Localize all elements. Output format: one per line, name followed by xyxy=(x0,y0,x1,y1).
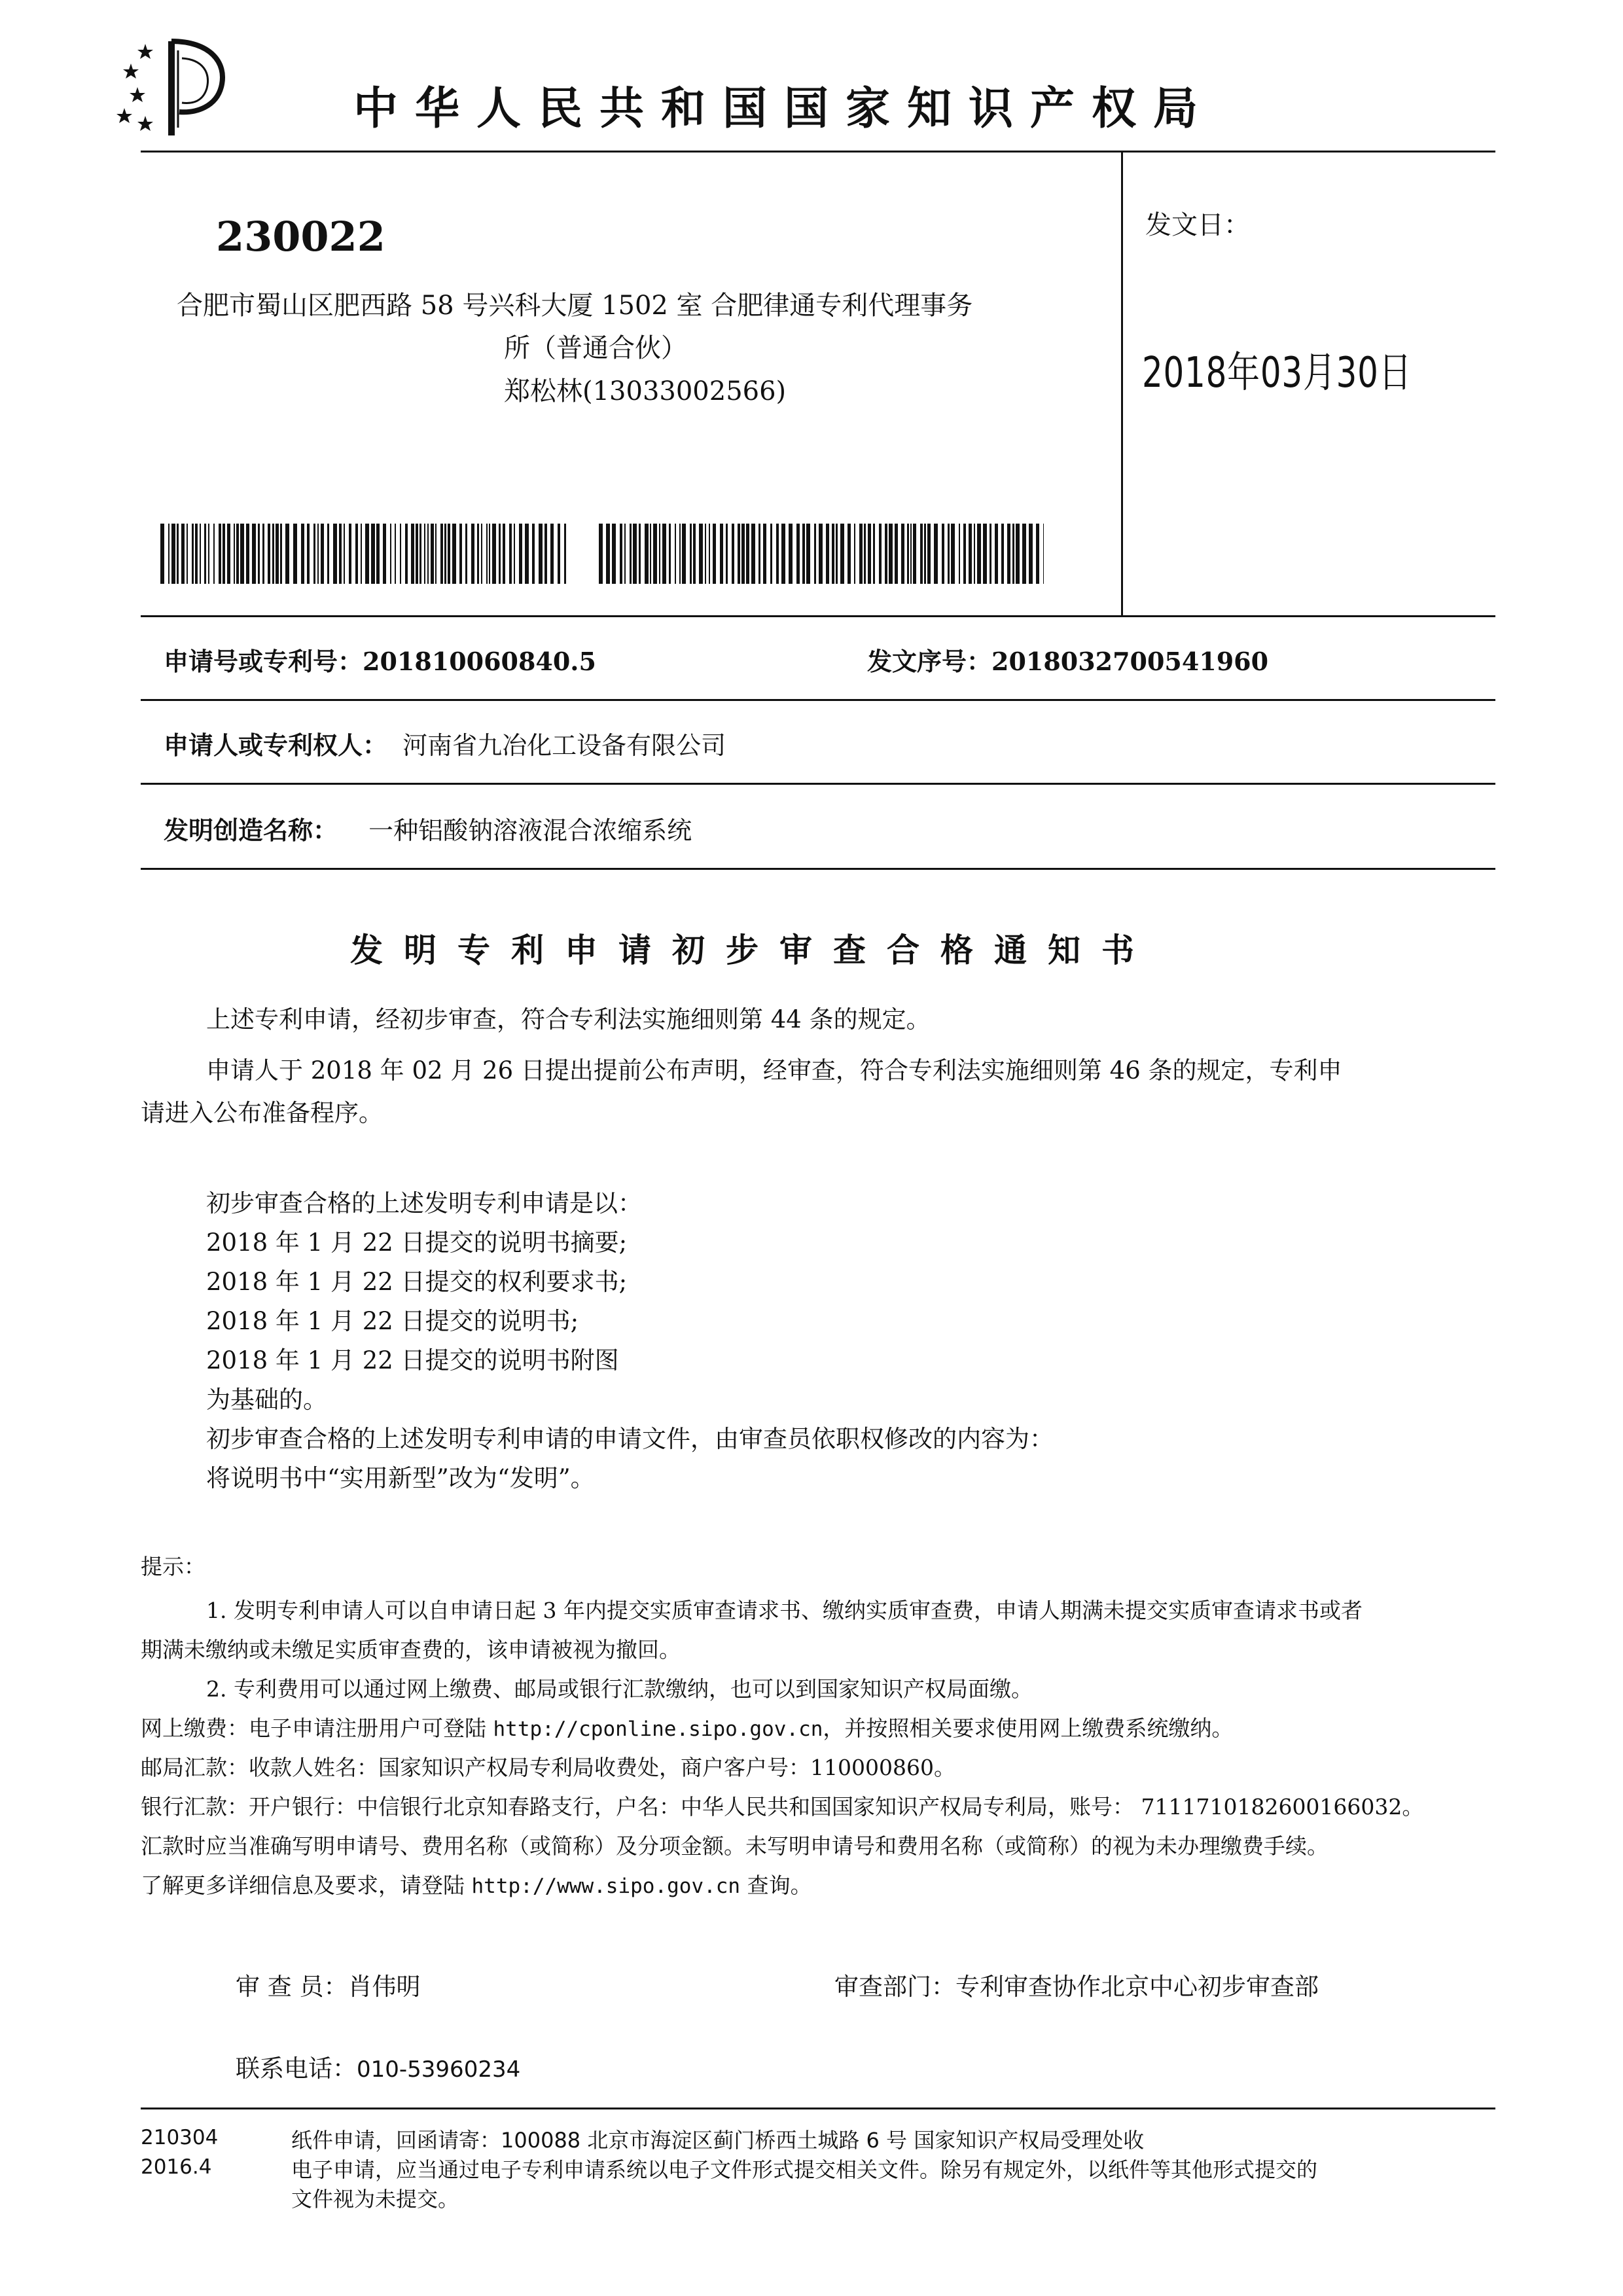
online-payment-url[interactable]: http://cponline.sipo.gov.cn xyxy=(493,1717,823,1741)
notice-paragraph-1: 上述专利申请，经初步审查，符合专利法实施细则第 44 条的规定。 xyxy=(206,1005,931,1033)
paper-submission-note: 纸件申请，回函请寄：100088 北京市海淀区蓟门桥西土城路 6 号 国家知识产权局受理处收 xyxy=(291,2128,1145,2153)
basis-intro: 初步审查合格的上述发明专利申请是以： xyxy=(206,1189,642,1217)
more-info-line xyxy=(141,1869,812,1899)
applicant-value: 河南省九冶化工设备有限公司 xyxy=(402,731,726,760)
invention-title-value: 一种铝酸钠溶液混合浓缩系统 xyxy=(368,816,692,845)
notice-paragraph-2-line1: 申请人于 2018 年 02 月 26 日提出提前公布声明，经审查，符合专利法实施细则第 46 条的规定，专利申 xyxy=(206,1056,1342,1085)
address-divider xyxy=(141,615,1495,617)
footer-divider xyxy=(141,2108,1495,2109)
issue-date-label: 发文日： xyxy=(1145,210,1250,240)
online-payment-text: 网上缴费：电子申请注册用户可登陆 xyxy=(141,1715,493,1741)
tip-1-line1: 1. 发明专利申请人可以自申请日起 3 年内提交实质审查请求书、缴纳实质审查费，申请人期满未提交实质审查请求书或者 xyxy=(206,1598,1363,1623)
basis-item: 2018 年 1 月 22 日提交的说明书摘要; xyxy=(206,1229,628,1257)
recipient-address-line1: 合肥市蜀山区肥西路 58 号兴科大厦 1502 室 合肥律通专利代理事务 xyxy=(177,291,973,321)
phone-label: 联系电话： xyxy=(236,2054,357,2083)
agency-title: 中华人民共和国国家知识产权局 xyxy=(353,83,1215,135)
online-payment-text-end: ，并按照相关要求使用网上缴费系统缴纳。 xyxy=(823,1715,1234,1741)
application-number-row xyxy=(164,641,596,677)
phone-value: 010-53960234 xyxy=(357,2056,521,2083)
star-p-emblem-icon xyxy=(111,36,242,141)
amend-content: 将说明书中“实用新型”改为“发明”。 xyxy=(206,1464,595,1492)
applicant-row xyxy=(164,725,726,761)
amend-intro: 初步审查合格的上述发明专利申请的申请文件，由审查员依职权修改的内容为： xyxy=(206,1425,1054,1453)
serial-number-value: 2018032700541960 xyxy=(991,647,1269,676)
fields-divider-1 xyxy=(141,699,1495,701)
form-code: 210304 xyxy=(141,2126,219,2149)
form-version: 2016.4 xyxy=(141,2155,212,2179)
more-info-text-end: 查询。 xyxy=(740,1873,812,1898)
tip-1-line2: 期满未缴纳或未缴足实质审查费的，该申请被视为撤回。 xyxy=(141,1637,681,1662)
electronic-submission-note-line1: 电子申请，应当通过电子专利申请系统以电子文件形式提交相关文件。除另有规定外，以纸件等其他形式提交的 xyxy=(291,2157,1318,2182)
bank-remit: 银行汇款：开户银行：中信银行北京知春路支行，户名：中华人民共和国国家知识产权局专利局，账号： 7111710182600166032。 xyxy=(141,1794,1424,1820)
serial-number-label: 发文序号： xyxy=(867,647,992,676)
phone-row xyxy=(236,2049,520,2084)
recipient-contact: 郑松林(13033002566) xyxy=(504,376,787,406)
more-info-url[interactable]: http://www.sipo.gov.cn xyxy=(471,1874,741,1898)
serial-number-row xyxy=(867,641,1268,677)
department-label: 审查部门： xyxy=(834,1973,955,2001)
invention-title-row xyxy=(164,810,692,846)
header-divider xyxy=(141,151,1495,152)
application-number-value: 201810060840.5 xyxy=(363,647,596,676)
basis-item: 2018 年 1 月 22 日提交的说明书附图 xyxy=(206,1346,619,1374)
notice-paragraph-2-line2: 请进入公布准备程序。 xyxy=(141,1099,383,1127)
basis-item: 2018 年 1 月 22 日提交的说明书; xyxy=(206,1307,579,1335)
remit-note: 汇款时应当准确写明申请号、费用名称（或简称）及分项金额。未写明申请号和费用名称（或简称）的视为未办理缴费手续。 xyxy=(141,1833,1329,1859)
fields-divider-2 xyxy=(141,783,1495,785)
issue-date-stamp: 2018年03月30日 xyxy=(1142,349,1412,397)
notice-heading: 发明专利申请初步审查合格通知书 xyxy=(350,931,1155,969)
basis-end: 为基础的。 xyxy=(206,1386,327,1414)
department-name: 专利审查协作北京中心初步审查部 xyxy=(955,1973,1319,2001)
recipient-postcode: 230022 xyxy=(216,213,385,260)
tip-2: 2. 专利费用可以通过网上缴费、邮局或银行汇款缴纳，也可以到国家知识产权局面缴。 xyxy=(206,1676,1033,1702)
electronic-submission-note-line2: 文件视为未提交。 xyxy=(291,2187,459,2212)
post-office-remit: 邮局汇款：收款人姓名：国家知识产权局专利局收费处，商户客户号：110000860。 xyxy=(141,1755,955,1780)
invention-title-label: 发明创造名称： xyxy=(164,816,338,845)
barcode-left xyxy=(160,524,566,584)
fields-divider-3 xyxy=(141,868,1495,870)
application-number-label: 申请号或专利号： xyxy=(164,647,363,676)
examiner-row xyxy=(236,1967,421,2002)
examiner-label: 审 查 员： xyxy=(236,1973,348,2001)
department-row xyxy=(834,1967,1319,2002)
basis-item: 2018 年 1 月 22 日提交的权利要求书; xyxy=(206,1268,628,1296)
examiner-name: 肖伟明 xyxy=(348,1973,421,2001)
more-info-text: 了解更多详细信息及要求，请登陆 xyxy=(141,1873,472,1898)
agency-logo xyxy=(111,36,242,141)
recipient-address-line2: 所（普通合伙） xyxy=(504,333,687,363)
barcode-right xyxy=(599,524,1044,584)
applicant-label: 申请人或专利权人： xyxy=(164,730,388,760)
tips-label: 提示： xyxy=(141,1554,205,1579)
online-payment-line xyxy=(141,1712,1233,1742)
address-block-divider xyxy=(1121,151,1123,615)
